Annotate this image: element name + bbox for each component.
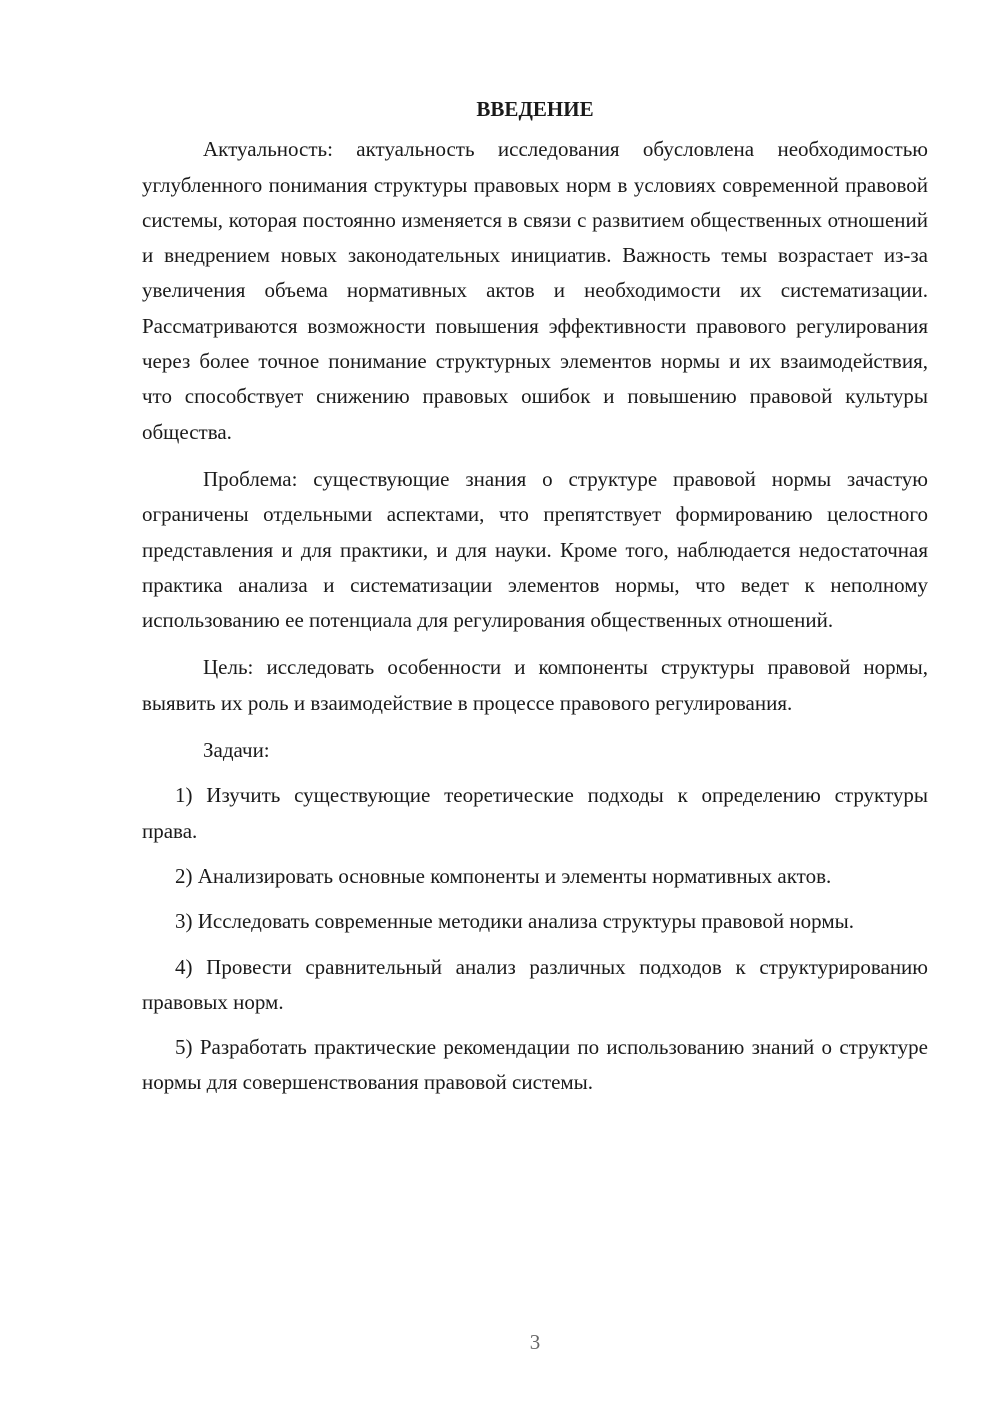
document-page bbox=[142, 92, 928, 1111]
tasks-heading: Задачи: bbox=[203, 738, 270, 763]
paragraph-relevance: Актуальность: актуальность исследования обусловлена необходимостью углубленного понимания структуры правовых норм в условиях современной правовой системы, которая постоянно изменяется в связи с развитием общественных отношений и внедрением новых законодательных инициатив. Важность темы возрастает из-за увеличения объема нормативных актов и необходимости их систематизации. Рассматриваются возможности повышения эффективности правового регулирования через более точное понимание структурных элементов нормы и их взаимодействия, что способствует снижению правовых ошибок и повышению правовой культуры общества. bbox=[142, 137, 928, 444]
paragraph-problem: Проблема: существующие знания о структуре правовой нормы зачастую ограничены отдельными аспектами, что препятствует формированию целостного представления и для практики, и для науки. Кроме того, наблюдается недостаточная практика анализа и систематизации элементов нормы, что ведет к неполному использованию ее потенциала для регулирования общественных отношений. bbox=[142, 466, 928, 633]
task-item: 5) Разработать практические рекомендации по использованию знаний о структуре нормы для совершенствования правовой системы. bbox=[142, 1035, 928, 1095]
paragraph-goal: Цель: исследовать особенности и компоненты структуры правовой нормы, выявить их роль и взаимодействие в процессе правового регулирования. bbox=[142, 655, 928, 715]
task-item: 2) Анализировать основные компоненты и элементы нормативных актов. bbox=[175, 863, 832, 888]
page-number: 3 bbox=[529, 1330, 541, 1354]
task-item: 1) Изучить существующие теоретические подходы к определению структуры права. bbox=[142, 783, 928, 843]
task-item: 3) Исследовать современные методики анализа структуры правовой нормы. bbox=[175, 909, 854, 934]
page-title: ВВЕДЕНИЕ bbox=[476, 97, 594, 121]
task-item: 4) Провести сравнительный анализ различных подходов к структурированию правовых норм. bbox=[142, 954, 928, 1014]
